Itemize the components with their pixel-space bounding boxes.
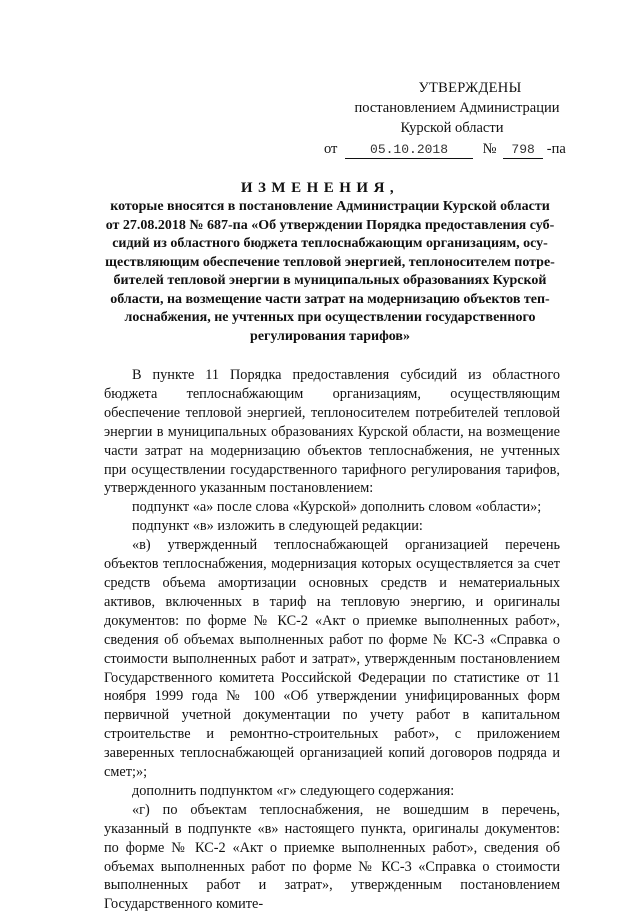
paragraph: дополнить подпунктом «г» следующего содержания: bbox=[132, 782, 455, 799]
approval-number: 798 bbox=[503, 142, 543, 159]
approval-date-line bbox=[322, 139, 582, 159]
subtitle-line: от 27.08.2018 № 687-па «Об утверждении Порядка предоставления суб- bbox=[105, 217, 555, 233]
subtitle-line: сидий из областного бюджета теплоснабжающим организациям, осу- bbox=[112, 236, 548, 251]
subtitle-line: ществляющим обеспечение тепловой энергией, теплоносителем потре- bbox=[105, 254, 555, 270]
changes-subtitle bbox=[88, 198, 572, 346]
approval-date: 05.10.2018 bbox=[345, 142, 473, 159]
paragraph: В пункте 11 Порядка предоставления субсидий из областного бюджета теплоснабжающим организациям, осуществляющим обеспечение тепловой энергией, теплоносителем потребителей тепловой энергии в муниципальных образованиях Курской области, на возмещение части затрат на модернизацию объектов теплоснабжения, не учтенных при осуществлении государственного тарифного регулирования тарифов, утвержденного указанным постановлением: bbox=[104, 367, 560, 497]
subtitle-line: которые вносятся в постановление Администрации Курской области bbox=[110, 199, 550, 214]
approval-issuer: постановлением Администрации bbox=[354, 100, 560, 116]
paragraph: подпункт «а» после слова «Курской» дополнить словом «области»; bbox=[132, 499, 542, 516]
date-prefix: от bbox=[324, 141, 338, 157]
changes-title: ИЗМЕНЕНИЯ, bbox=[240, 180, 400, 196]
number-sign: № bbox=[482, 141, 497, 157]
approval-title: УТВЕРЖДЕНЫ bbox=[418, 80, 522, 96]
approval-block bbox=[322, 78, 582, 159]
subtitle-line: регулирования тарифов» bbox=[250, 328, 410, 344]
paragraph: «в) утвержденный теплоснабжающей организацией перечень объектов теплоснабжения, модернизация которых осуществляется за счет средств объема амортизации основных средств и нематериальных активов, включенных в тариф на тепловую энергию, и оригиналы документов: по форме № КС-2 «Акт о приемке выполненных работ», сведения об объемах выполненных работ по форме № КС-3 «Справка о стоимости выполненных работ и затрат», утвержденным постановлением Государственного комитета Российской Федерации по статистике от 11 ноября 1999 года № 100 «Об утверждении унифицированных форм первичной учетной документации по учету работ в капитальном строительстве и ремонтно-строительных работ», с приложением заверенных теплоснабжающей организацией копий договоров подряда и смет;»; bbox=[104, 537, 560, 781]
paragraph: подпункт «в» изложить в следующей редакции: bbox=[132, 518, 423, 535]
paragraph: «г) по объектам теплоснабжения, не вошедшим в перечень, указанный в подпункте «в» настоящего пункта, оригиналы документов: по форме № КС-2 «Акт о приемке выполненных работ», сведения об объемах выполненных работ по форме № КС-3 «Справка о стоимости выполненных работ и затрат», утвержденным постановлением Государственного комите- bbox=[104, 801, 560, 913]
subtitle-line: бителей тепловой энергии в муниципальных образованиях Курской bbox=[113, 273, 547, 288]
subtitle-line: области, на возмещение части затрат на модернизацию объектов теп- bbox=[110, 291, 550, 307]
approval-region: Курской области bbox=[400, 120, 504, 136]
document-body bbox=[104, 366, 560, 914]
number-suffix: -па bbox=[546, 141, 566, 157]
subtitle-line: лоснабжения, не учтенных при осуществлении государственного bbox=[124, 310, 536, 325]
